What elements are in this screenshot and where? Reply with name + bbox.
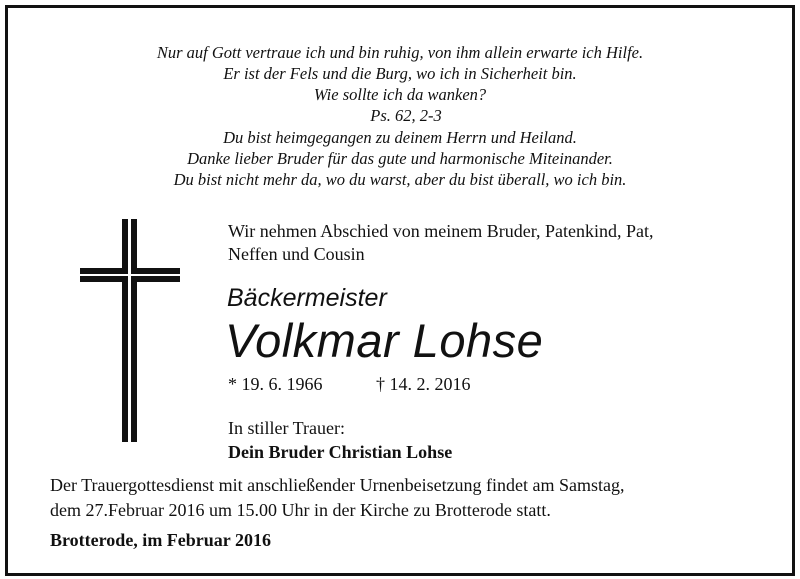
mourner-name: Dein Bruder Christian Lohse <box>228 442 453 462</box>
mourning-section <box>228 416 452 464</box>
profession: Bäckermeister <box>227 284 387 312</box>
announcement <box>228 220 653 266</box>
cross-icon <box>80 219 200 442</box>
service-info <box>50 473 625 523</box>
announcement-line: Wir nehmen Abschied von meinem Bruder, Patenkind, Pat, <box>228 221 654 241</box>
verse-line: Er ist der Fels und die Burg, wo ich in Sicherheit bin. <box>223 64 577 83</box>
verse-line: Nur auf Gott vertraue ich und bin ruhig, von ihm allein erwarte ich Hilfe. <box>156 43 644 62</box>
verse-line: Wie sollte ich da wanken? <box>313 85 487 104</box>
death-date: † 14. 2. 2016 <box>376 374 471 394</box>
service-line: Der Trauergottesdienst mit anschließender Urnenbeisetzung findet am Samstag, <box>50 475 625 495</box>
psalm-verse <box>8 42 792 126</box>
place-date: Brotterode, im Februar 2016 <box>50 530 271 550</box>
life-dates <box>228 374 471 395</box>
farewell-line: Du bist nicht mehr da, wo du warst, aber du bist überall, wo ich bin. <box>173 170 627 189</box>
farewell-verse <box>8 127 792 190</box>
service-line: dem 27.Februar 2016 um 15.00 Uhr in der Kirche zu Brotterode statt. <box>50 500 551 520</box>
mourning-label: In stiller Trauer: <box>228 418 345 438</box>
deceased-name: Volkmar Lohse <box>225 314 544 367</box>
verse-reference: Ps. 62, 2-3 <box>370 106 442 125</box>
obituary-frame <box>5 5 795 576</box>
birth-date: * 19. 6. 1966 <box>228 374 323 394</box>
farewell-line: Danke lieber Bruder für das gute und harmonische Miteinander. <box>187 149 613 168</box>
farewell-line: Du bist heimgegangen zu deinem Herrn und Heiland. <box>223 128 577 147</box>
announcement-line: Neffen und Cousin <box>228 244 365 264</box>
